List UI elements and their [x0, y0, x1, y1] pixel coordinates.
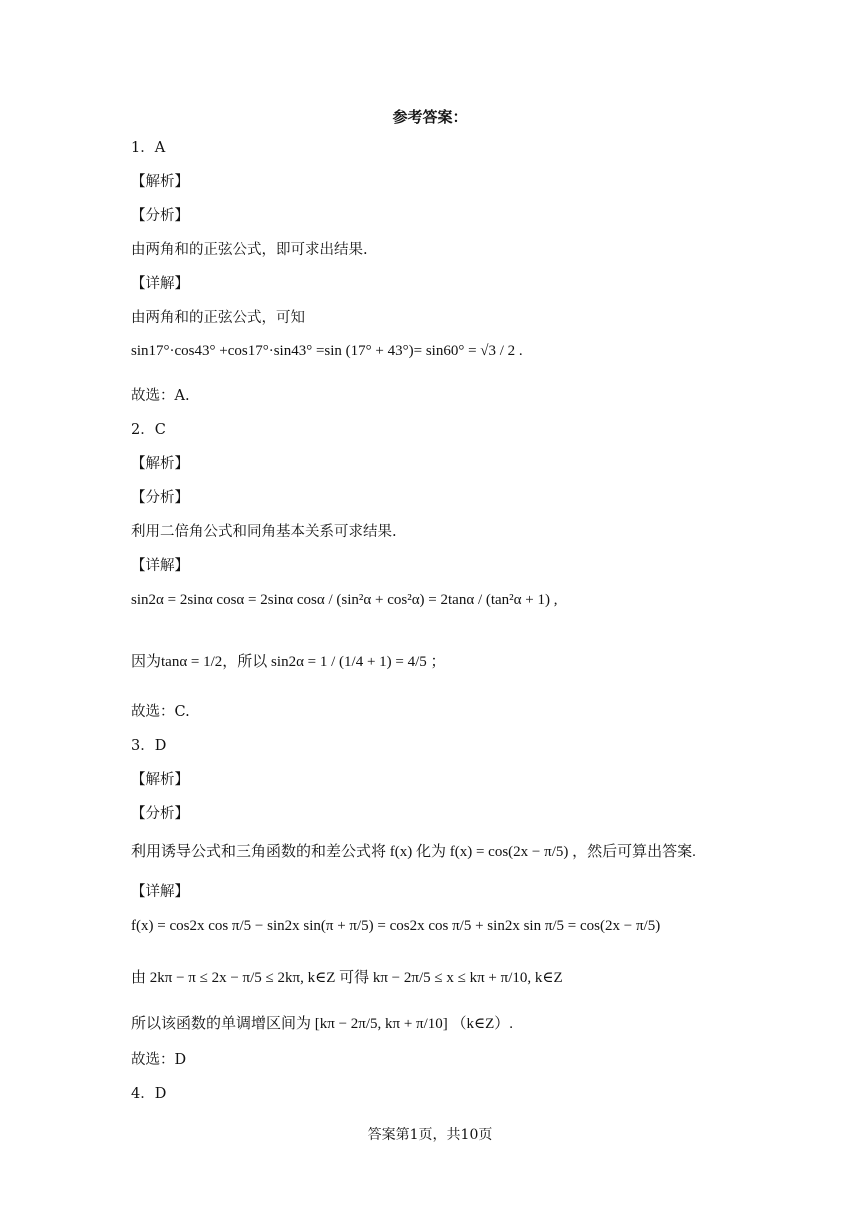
- q3-choice: 故选：D: [131, 1052, 187, 1068]
- q2-jiexi: 【解析】: [131, 456, 189, 472]
- q3-xiangjie: 【详解】: [131, 884, 189, 900]
- q2-formula: sin2α = 2sinα cosα = 2sinα cosα / (sin²α + cos²α) = 2tanα / (tan²α + 1) ,: [131, 592, 558, 608]
- q1-jiexi: 【解析】: [131, 174, 189, 190]
- q2-analysis: 利用二倍角公式和同角基本关系可求结果.: [131, 524, 397, 540]
- q3-fenxi: 【分析】: [131, 806, 189, 822]
- q3-formula3: 所以该函数的单调增区间为 [kπ − 2π/5, kπ + π/10] （k∈Z）.: [131, 1016, 514, 1032]
- q2-answer: 2．C: [131, 422, 166, 438]
- q1-formula: sin17°·cos43° +cos17°·sin43° =sin (17° + 43°)= sin60° = √3 / 2 .: [131, 343, 523, 359]
- q1-detail-intro: 由两角和的正弦公式，可知: [131, 310, 305, 326]
- q3-jiexi: 【解析】: [131, 772, 189, 788]
- q3-formula: f(x) = cos2x cos π/5 − sin2x sin(π + π/5) = cos2x cos π/5 + sin2x sin π/5 = cos(2x − π/5): [131, 918, 661, 934]
- q2-xiangjie: 【详解】: [131, 558, 189, 574]
- page-footer: 答案第1页，共10页: [367, 1127, 493, 1143]
- q2-fenxi: 【分析】: [131, 490, 189, 506]
- q1-answer: 1．A: [131, 140, 166, 156]
- q2-formula2: 因为tanα = 1/2，所以 sin2α = 1 / (1/4 + 1) = 4/5 ；: [131, 654, 446, 670]
- q1-analysis: 由两角和的正弦公式，即可求出结果.: [131, 242, 368, 258]
- q1-fenxi: 【分析】: [131, 208, 189, 224]
- q3-analysis: 利用诱导公式和三角函数的和差公式将 f(x) 化为 f(x) = cos(2x − π/5) ，然后可算出答案.: [131, 844, 696, 860]
- q2-choice: 故选：C.: [131, 704, 190, 720]
- q1-choice: 故选：A.: [131, 388, 190, 404]
- q4-answer: 4．D: [131, 1086, 167, 1102]
- q3-formula2: 由 2kπ − π ≤ 2x − π/5 ≤ 2kπ, k∈Z 可得 kπ − 2π/5 ≤ x ≤ kπ + π/10, k∈Z: [131, 970, 563, 986]
- page-title: 参考答案：: [392, 108, 468, 126]
- q3-answer: 3．D: [131, 738, 167, 754]
- q1-xiangjie: 【详解】: [131, 276, 189, 292]
